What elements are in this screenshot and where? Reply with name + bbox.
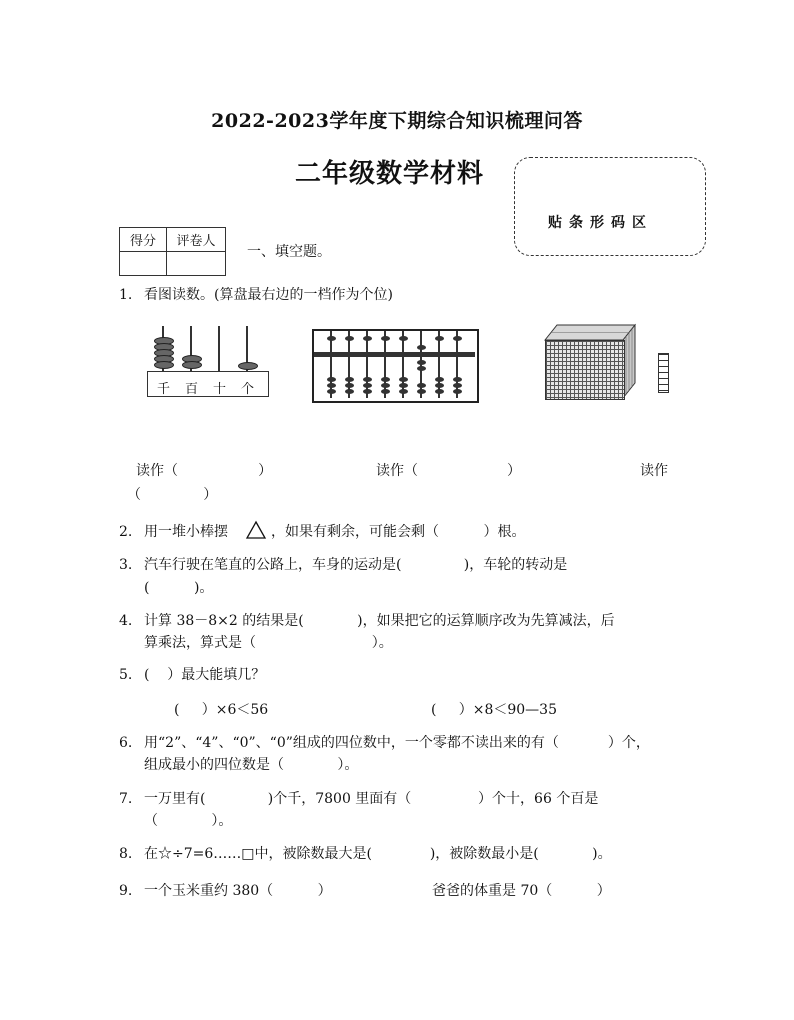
question-number: 1. xyxy=(119,287,133,303)
score-header: 得分 xyxy=(120,228,167,252)
question-number: 3. xyxy=(119,557,133,573)
read-answer-2[interactable]: 读作（ ） xyxy=(376,463,522,479)
ones-stack-figure xyxy=(658,353,669,393)
question-2-text-a: 用一堆小棒摆 xyxy=(144,524,228,540)
question-4-line1: 计算 38－8×2 的结果是( )，如果把它的运算顺序改为先算减法，后 xyxy=(144,613,615,629)
question-8-text: 在☆÷7=6……□中，被除数最大是( )，被除数最小是( )。 xyxy=(144,846,612,862)
question-6-line1: 用“2”、“4”、“0”、“0”组成的四位数中，一个零都不读出来的有（ ）个， xyxy=(144,735,650,751)
grader-cell[interactable] xyxy=(167,252,226,276)
place-label-hundreds: 百 xyxy=(185,382,199,397)
read-answer-3[interactable]: （ ） xyxy=(127,487,218,503)
place-label-thousands: 千 xyxy=(157,382,171,397)
question-number: 2. xyxy=(119,524,133,540)
question-number: 6. xyxy=(119,735,133,751)
score-cell[interactable] xyxy=(120,252,167,276)
question-5-part-b: ( ）×8＜90—35 xyxy=(431,702,557,718)
question-7-line2: （ ）。 xyxy=(144,813,233,829)
question-3-line1: 汽车行驶在笔直的公路上，车身的运动是( )，车轮的转动是 xyxy=(144,557,568,573)
barcode-area xyxy=(514,157,706,256)
score-table xyxy=(119,227,226,276)
question-number: 8. xyxy=(119,846,133,862)
question-5-text: ( ）最大能填几？ xyxy=(144,667,266,683)
section-title: 一、填空题。 xyxy=(247,244,331,260)
question-number: 5. xyxy=(119,667,133,683)
question-number: 7. xyxy=(119,791,133,807)
question-7-line1: 一万里有( )个千，7800 里面有（ ）个十，66 个百是 xyxy=(144,791,599,807)
question-9-text-b: 爸爸的体重是 70（ ） xyxy=(432,883,611,899)
place-label-tens: 十 xyxy=(213,382,227,397)
question-6-line2: 组成最小的四位数是（ ）。 xyxy=(144,757,359,773)
question-4-line2: 算乘法，算式是（ ）。 xyxy=(144,635,393,651)
question-5-part-a: ( ）×6＜56 xyxy=(174,702,269,718)
cube-front-face xyxy=(545,340,625,400)
question-1-text: 看图读数。(算盘最右边的一档作为个位) xyxy=(144,287,393,303)
question-number: 9. xyxy=(119,883,133,899)
question-9-text-a: 一个玉米重约 380（ ） xyxy=(144,883,332,899)
grader-header: 评卷人 xyxy=(167,228,226,252)
triangle-icon xyxy=(245,520,267,540)
document-subtitle: 二年级数学材料 xyxy=(295,159,485,189)
place-label-ones: 个 xyxy=(241,382,255,397)
read-answer-3-label: 读作 xyxy=(640,463,668,479)
question-number: 4. xyxy=(119,613,133,629)
question-2-text-b: ，如果有剩余，可能会剩（ ）根。 xyxy=(271,524,526,540)
question-3-line2: ( )。 xyxy=(144,580,214,596)
read-answer-1[interactable]: 读作（ ） xyxy=(136,463,273,479)
document-title: 2022-2023学年度下期综合知识梳理问答 xyxy=(211,110,583,132)
barcode-area-label: 贴条形码区 xyxy=(548,215,653,231)
